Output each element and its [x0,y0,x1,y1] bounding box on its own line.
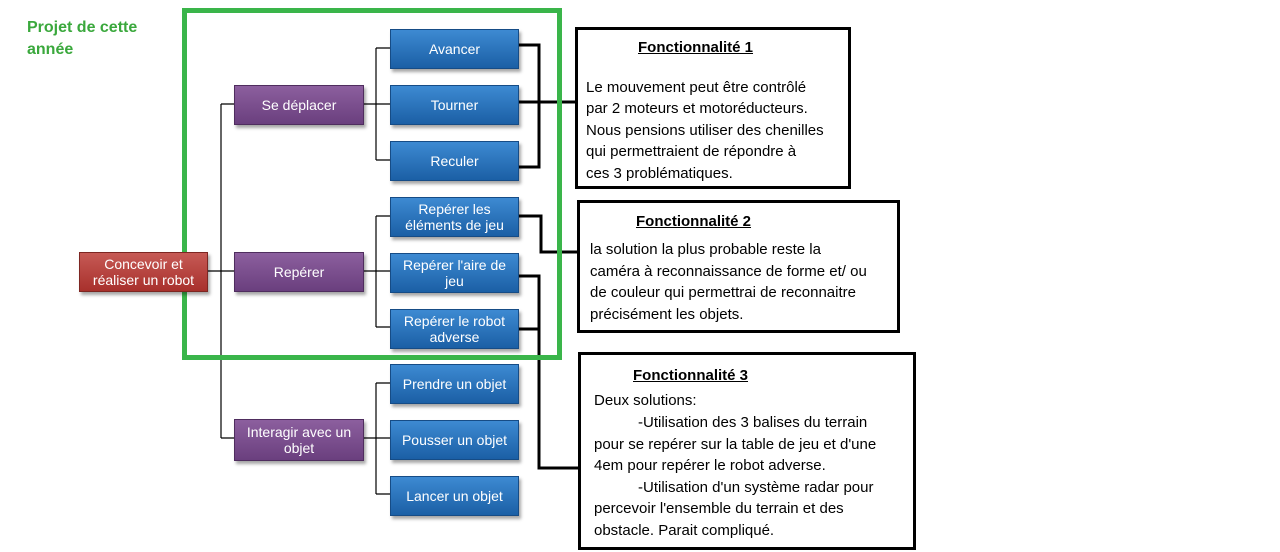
leaf-node-prendre [390,364,519,404]
leaf-label: Repérer le robot adverse [403,313,506,345]
box-text-line: -Utilisation des 3 balises du terrain [638,414,868,431]
leaf-label: Prendre un objet [402,376,507,392]
root-node [79,252,208,292]
leaf-label: Repérer les éléments de jeu [405,201,504,233]
functionality-box-3 [578,352,916,550]
function-node-se-deplacer [234,85,364,125]
functionality-box-1 [575,27,851,189]
function-label: Interagir avec un objet [246,424,352,456]
functionality-box-2 [577,200,900,333]
box-title: Fonctionnalité 1 [638,39,754,56]
box-text-line: caméra à reconnaissance de forme et/ ou [590,263,867,280]
function-node-interagir [234,419,364,461]
box-text-line: Deux solutions: [594,392,697,409]
leaf-label: Repérer l'aire de jeu [402,257,507,289]
leaf-node-tourner [390,85,519,125]
box-text-line: 4em pour repérer le robot adverse. [594,457,826,474]
box-text-line: par 2 moteurs et motoréducteurs. [586,100,808,117]
leaf-label: Pousser un objet [401,432,508,448]
box-text-line: précisément les objets. [590,306,744,323]
leaf-label: Tourner [430,97,479,113]
box-text-line: percevoir l'ensemble du terrain et des [594,500,844,517]
function-node-reperer [234,252,364,292]
box-title: Fonctionnalité 3 [633,367,749,384]
leaf-node-reperer-aire [390,253,519,293]
box-text-line: qui permettraient de répondre à [586,143,797,160]
function-label: Se déplacer [261,97,337,113]
box-text-line: -Utilisation d'un système radar pour [638,479,874,496]
project-label: Projet de cette année [27,19,138,58]
box-text-line: Le mouvement peut être contrôlé [586,79,807,96]
leaf-node-lancer [390,476,519,516]
leaf-node-reperer-elements [390,197,519,237]
box-title: Fonctionnalité 2 [636,213,752,230]
leaf-label: Lancer un objet [406,488,503,504]
leaf-label: Avancer [428,41,481,57]
box-text-line: de couleur qui permettrai de reconnaitre [590,284,856,301]
box-text-line: pour se repérer sur la table de jeu et d'une [594,436,877,453]
box-text-line: obstacle. Parait compliqué. [594,522,775,539]
leaf-node-avancer [390,29,519,69]
box-text-line: ces 3 problématiques. [586,165,733,182]
leaf-label: Reculer [430,153,479,169]
leaf-node-reculer [390,141,519,181]
function-label: Repérer [273,264,325,280]
box-text-line: la solution la plus probable reste la [590,241,821,258]
root-label: Concevoir et réaliser un robot [92,256,195,288]
box-text-line: Nous pensions utiliser des chenilles [586,122,824,139]
leaf-node-reperer-robot [390,309,519,349]
leaf-node-pousser [390,420,519,460]
tree-connector [364,383,390,494]
